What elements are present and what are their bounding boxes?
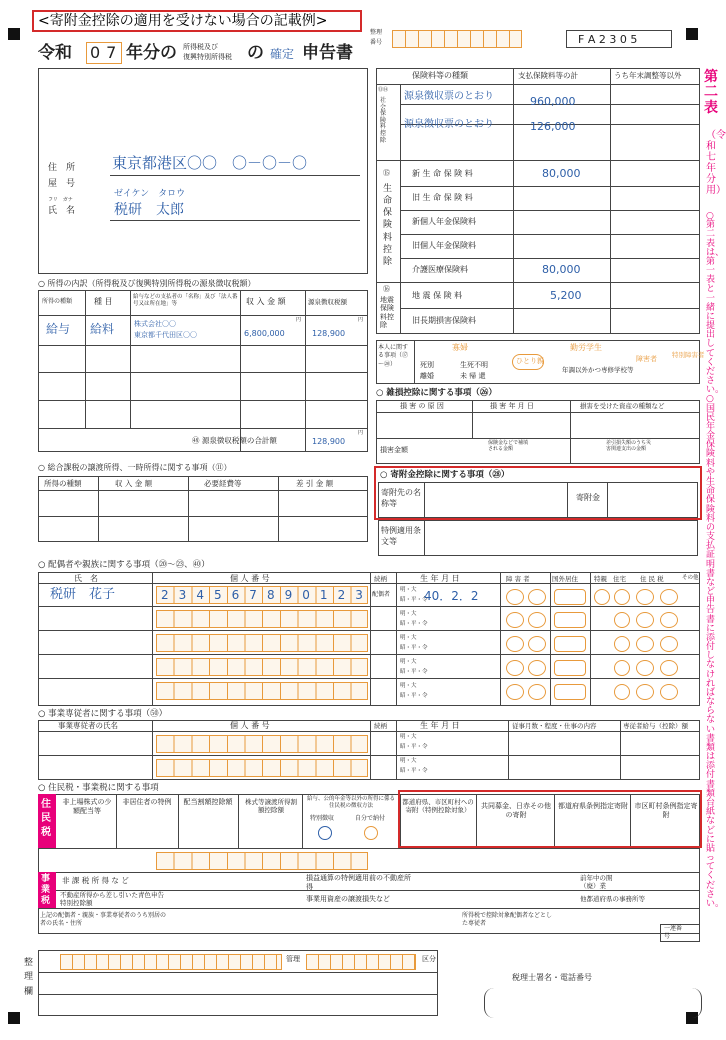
footer-grid1 [60,954,282,970]
dep-era-2b: 昭・平・令 [400,645,428,651]
spouse-number-digit: 4 [196,588,204,602]
resident-title: ○ 住民税・事業税に関する事項 [38,783,159,793]
casualty-ins: 保険金などで補填される金額 [488,440,529,453]
abroad-flag-5 [554,684,586,700]
abroad-flag [554,589,586,605]
footer-kanri: 管理 [286,955,300,963]
special-flag-3 [528,636,546,652]
emp-era-1: 明・大 [400,734,417,740]
biz-row4: 事業用資産の譲渡損失など [306,895,390,903]
spouse-h9: 住 民 税 [640,575,664,583]
emp-era-1b: 昭・平・令 [400,744,428,750]
dependent-number-boxes [156,634,368,652]
seiri-label: 整理 [370,29,383,36]
social-row1: 源泉徴収票のとおり [404,91,494,102]
tax-flag-2b [660,612,678,628]
res-h4: 株式等譲渡所得割額控除額 [245,798,297,815]
spouse-number-digit: 2 [161,588,169,602]
income-h5: 源泉徴収税額 [308,298,347,306]
ins-h2: 支払保険料等の計 [518,71,578,80]
spouse-h4: 生 年 月 日 [420,574,460,583]
rel-single: ひとり親 [516,357,544,365]
res-h1: 非上場株式の少額配当等 [62,798,112,816]
spouse-h6: 国外居住 [552,575,578,583]
ins-h1: 保険料等の種類 [412,71,468,80]
life-num: ⑮ [383,169,390,177]
emp-h6: 専従者給与（控除）額 [623,722,688,730]
address-line [110,175,360,176]
dep-era-3b: 昭・平・令 [400,669,428,675]
spouse-h10: その他 [682,575,699,581]
business-side-label: 事業税 [41,874,51,906]
life-amt1: 80,000 [542,167,581,180]
transfer-h4: 差 引 金 額 [296,479,334,488]
spouse-birth: 40．2．2 [424,589,479,603]
disabled-flag-2 [506,612,524,628]
form-kakutei: 確定 [270,47,295,61]
res-h2: 非居住者の特例 [122,798,172,806]
social-num: ⑬⑭ [378,87,389,93]
income-h4: 収 入 金 額 [246,297,286,306]
res-collect2: 自分で納付 [355,815,386,822]
registration-mark-bl [8,1012,20,1024]
footer-grid2 [306,954,416,970]
biz-row6: 他都道府県の事務所等 [580,895,645,903]
furigana-value: ゼイケン タロウ [114,189,186,199]
tokushin-flag-5 [614,684,630,700]
income-yen3: 円 [358,430,364,436]
income-yen1: 円 [296,317,302,323]
casualty-title: ○ 雑損控除に関する事項（㉖） [376,388,497,398]
dependent-number-boxes [156,682,368,700]
social-amt2: 126,000 [530,120,576,133]
emp-era-2: 明・大 [400,758,417,764]
employee-title: ○ 事業専従者に関する事項（㊿） [38,709,168,719]
spouse-h2: 個 人 番 号 [230,574,270,583]
income-kind: 給与 [46,322,71,336]
dependent-number-boxes [156,658,368,676]
special-flag [528,589,546,605]
footer-seiri: 整理欄 [24,958,34,997]
tax-flag-3 [636,636,654,652]
dep-era-3: 明・大 [400,659,417,665]
casualty-deduct: 差引損失額のうち災害関連支出の金額 [606,440,652,453]
income-amount: 6,800,000 [244,329,285,338]
income-total-label: ㊽ 源泉徴収税額の合計額 [192,436,277,445]
employee-number-boxes [156,759,368,777]
tokushin-flag-3 [614,636,630,652]
registration-mark-tl [8,28,20,40]
abroad-flag-2 [554,612,586,628]
rel-unknown1: 生死不明 [460,361,488,369]
side-form-label: 第二表 [704,69,718,116]
form-reiwa: 令和 [38,43,72,63]
income-payer2: 東京都千代田区〇〇 [134,331,197,339]
donation-amount: 寄附金 [576,493,600,502]
life-row3: 新個人年金保険料 [412,217,476,226]
biz-row1: 非 課 税 所 得 な ど [62,876,129,885]
disabled-flag-5 [506,684,524,700]
form-nenbun: 年分の [126,43,177,63]
rel-divorce: 離婚 [420,372,434,380]
spouse-h8: 住宅 [613,575,626,583]
life-row5: 介護医療保険料 [412,265,468,274]
footer-kubun: 区分 [422,955,436,963]
tokushin-flag [594,589,610,605]
donation-title: ○ 寄附金控除に関する事項（㉘） [380,470,510,480]
income-item: 給料 [90,322,115,336]
quake-label: 地震保険料控除 [380,296,394,330]
transfer-h2: 収 入 金 額 [115,479,153,488]
form-small2: 復興特別所得税 [183,53,232,61]
rel-label: 本人に関する事項（⑰～⑳） [378,344,409,368]
spouse-h3: 続柄 [374,575,387,583]
spouse-number-digit: 3 [355,588,363,602]
bango-label: 番号 [370,39,383,46]
name-line [110,220,360,221]
tax-flag-5b [660,684,678,700]
abroad-flag-3 [554,636,586,652]
disabled-flag-3 [506,636,524,652]
spouse-rel: 配偶者 [372,591,391,598]
donation-table [378,482,698,518]
quake-row1: 地 震 保 険 料 [412,291,463,300]
life-amt5: 80,000 [542,263,581,276]
spouse-number-row [156,588,368,602]
dependent-number-boxes [156,610,368,628]
form-small1: 所得税及び [183,43,218,51]
seiri-boxes [392,30,522,48]
resident-number-boxes [156,852,368,870]
emp-h5: 従事月数・程度・仕事の内容 [512,722,597,730]
furigana-label: フリ ガナ [48,197,73,203]
spouse-era: 明・大 [400,587,417,593]
self-payment-circle [364,826,378,840]
quake-num: ⑯ [383,285,390,293]
spouse-name: 税研 花子 [50,587,116,602]
income-yen2: 円 [358,317,364,323]
income-payer1: 株式会社〇〇 [134,320,176,328]
name-value: 税研 太郎 [114,202,184,218]
special-clause-table [378,520,698,556]
spouse-number-digit: 0 [302,588,310,602]
tax-flag-5 [636,684,654,700]
side-year: （令和七年分用） [706,130,726,196]
dep-era-2: 明・大 [400,635,417,641]
res-h8: 都道府県条例指定寄附 [558,802,628,810]
employee-table [38,720,700,780]
tokushin-flag-2 [614,612,630,628]
rel-disabled: 障害者 [636,355,657,363]
tax-flag1 [636,589,654,605]
tax-accountant-label: 税理士署名・電話番号 [512,973,592,982]
spouse-number-digit: 1 [319,588,328,602]
res-h6: 都道府県、市区町村への寄附（特例控除対象） [402,798,474,815]
employee-number-boxes [156,735,368,753]
abroad-flag-4 [554,660,586,676]
transfer-h3: 必要経費等 [204,479,242,488]
life-row2: 旧 生 命 保 険 料 [412,193,473,202]
quake-row2: 旧長期損害保険料 [412,316,476,325]
form-no: の [247,43,264,63]
family-label: 上記の配偶者・親族・事業専従者のうち別居の者の氏名・住所 [40,912,167,927]
ins-h3: うち年末調整等以外 [614,71,682,80]
fa-code: F A 2 3 0 5 [578,33,638,46]
dep-era-1: 明・大 [400,611,417,617]
transfer-h1: 所得の種類 [44,479,82,488]
rel-widow: 寡婦 [452,343,468,352]
casualty-h2: 損 害 年 月 日 [490,402,534,410]
registration-mark-tr [686,28,698,40]
dep-era-4: 明・大 [400,683,417,689]
spouse-number-digit: 8 [266,588,275,602]
example-banner-text: <寄附金控除の適用を受けない場合の記載例> [38,13,328,29]
life-label: 生命保険料控除 [383,184,393,267]
yago-label: 屋 号 [48,179,76,189]
casualty-h1: 損 害 の 原 因 [400,402,444,410]
transfer-title: ○ 総合課税の譲渡所得、一時所得に関する事項（⑪） [38,463,232,472]
other-label: 所得税で控除対象配偶者などとした専従者 [462,912,553,927]
spouse-number-digit: 7 [249,588,257,602]
res-h5: 給与、公的年金等以外の所得に係る住民税の徴収方法 [306,796,395,809]
name-label: 氏 名 [48,206,76,216]
disabled-flag-4 [506,660,524,676]
residence-flag [614,589,630,605]
social-label: 社会保険料控除 [380,97,387,144]
tax-flag2 [660,589,678,605]
spouse-h7: 特親 [594,575,607,583]
casualty-h3: 損害を受けた資産の種類など [580,402,665,410]
tax-flag-2 [636,612,654,628]
spouse-number-digit: 6 [231,588,240,602]
form-title: 申告書 [302,43,353,63]
res-h7: 共同募金、日赤その他の寄附 [481,802,551,820]
spouse-number-digit: 9 [284,588,293,602]
res-h3: 配当割額控除額 [183,798,233,806]
social-row2: 源泉徴収票のとおり [404,119,494,130]
spouse-title: ○ 配偶者や親族に関する事項（⑳～㉓、㊵） [38,560,210,570]
tokushin-flag-4 [614,660,630,676]
rel-school: 年調以外かつ専修学校等 [562,366,634,374]
emp-h4: 生 年 月 日 [420,721,460,730]
tax-accountant-bracket [484,988,702,1018]
special-flag-4 [528,660,546,676]
resident-side-label: 住民税 [41,799,51,838]
rel-student: 勤労学生 [570,343,602,352]
side-note: ○ 第二表は、第一表と一緒に提出してください。○ 国民年金保険料や生命保険料の支払証明書など申告書に添付しなければならない書類は添付書類台紙などに貼ってください。 [706,211,725,909]
dep-era-1b: 昭・平・令 [400,621,428,627]
rel-special: 特別障害者 [672,351,705,359]
spouse-h1: 氏 名 [74,574,98,583]
spouse-h5: 障 害 者 [506,575,530,583]
address-value: 東京都港区〇〇 〇－〇－〇 [112,154,308,172]
spouse-number-digit: 5 [213,588,222,602]
tax-flag-3b [660,636,678,652]
income-h2: 種 目 [94,297,113,306]
donation-special: 特例適用条文等 [381,526,421,546]
biz-row5: 前年中の開（廃）業 [580,874,613,891]
form-year: 07 [90,43,123,62]
biz-row2: 不動産所得から差し引いた青色申告特別控除額 [60,891,164,907]
income-h3: 給与などの支払者の「名称」及び「法人番号又は所在地」等 [133,294,238,308]
income-title: ○ 所得の内訳（所得税及び復興特別所得税の源泉徴収税額） [38,279,256,288]
donation-dest: 寄附先の名称等 [381,488,421,508]
social-amt1: 960,000 [530,95,576,108]
dep-era-4b: 昭・平・令 [400,693,428,699]
casualty-amount: 損害金額 [380,446,408,454]
special-collection-circle [318,826,332,840]
address-label: 住 所 [48,163,76,173]
quake-amt1: 5,200 [550,289,582,302]
tax-flag-4 [636,660,654,676]
emp-era-2b: 昭・平・令 [400,768,428,774]
emp-h2: 個 人 番 号 [230,721,270,730]
life-row4: 旧個人年金保険料 [412,241,476,250]
income-tax: 128,900 [312,329,346,338]
spouse-era2: 昭・平・令 [400,597,428,603]
tax-flag-4b [660,660,678,676]
income-total: 128,900 [312,437,346,446]
rel-death: 死別 [420,361,434,369]
spouse-number-digit: 3 [178,588,187,602]
biz-row3: 損益通算の特例適用前の不動産所得 [306,874,411,891]
res-h9: 市区町村条例指定寄附 [634,802,698,820]
income-h1: 所得の種類 [42,298,73,305]
emp-h3: 続柄 [374,722,387,730]
disabled-flag [506,589,524,605]
bango-label2: 一連番号 [664,925,683,940]
life-row1: 新 生 命 保 険 料 [412,169,473,178]
res-collect1: 特別徴収 [310,815,335,822]
rel-unknown2: 未 帰 還 [460,372,486,380]
spouse-number-digit: 2 [337,588,346,602]
emp-h1: 事業専従者の氏名 [58,721,118,730]
special-flag-2 [528,612,546,628]
special-flag-5 [528,684,546,700]
